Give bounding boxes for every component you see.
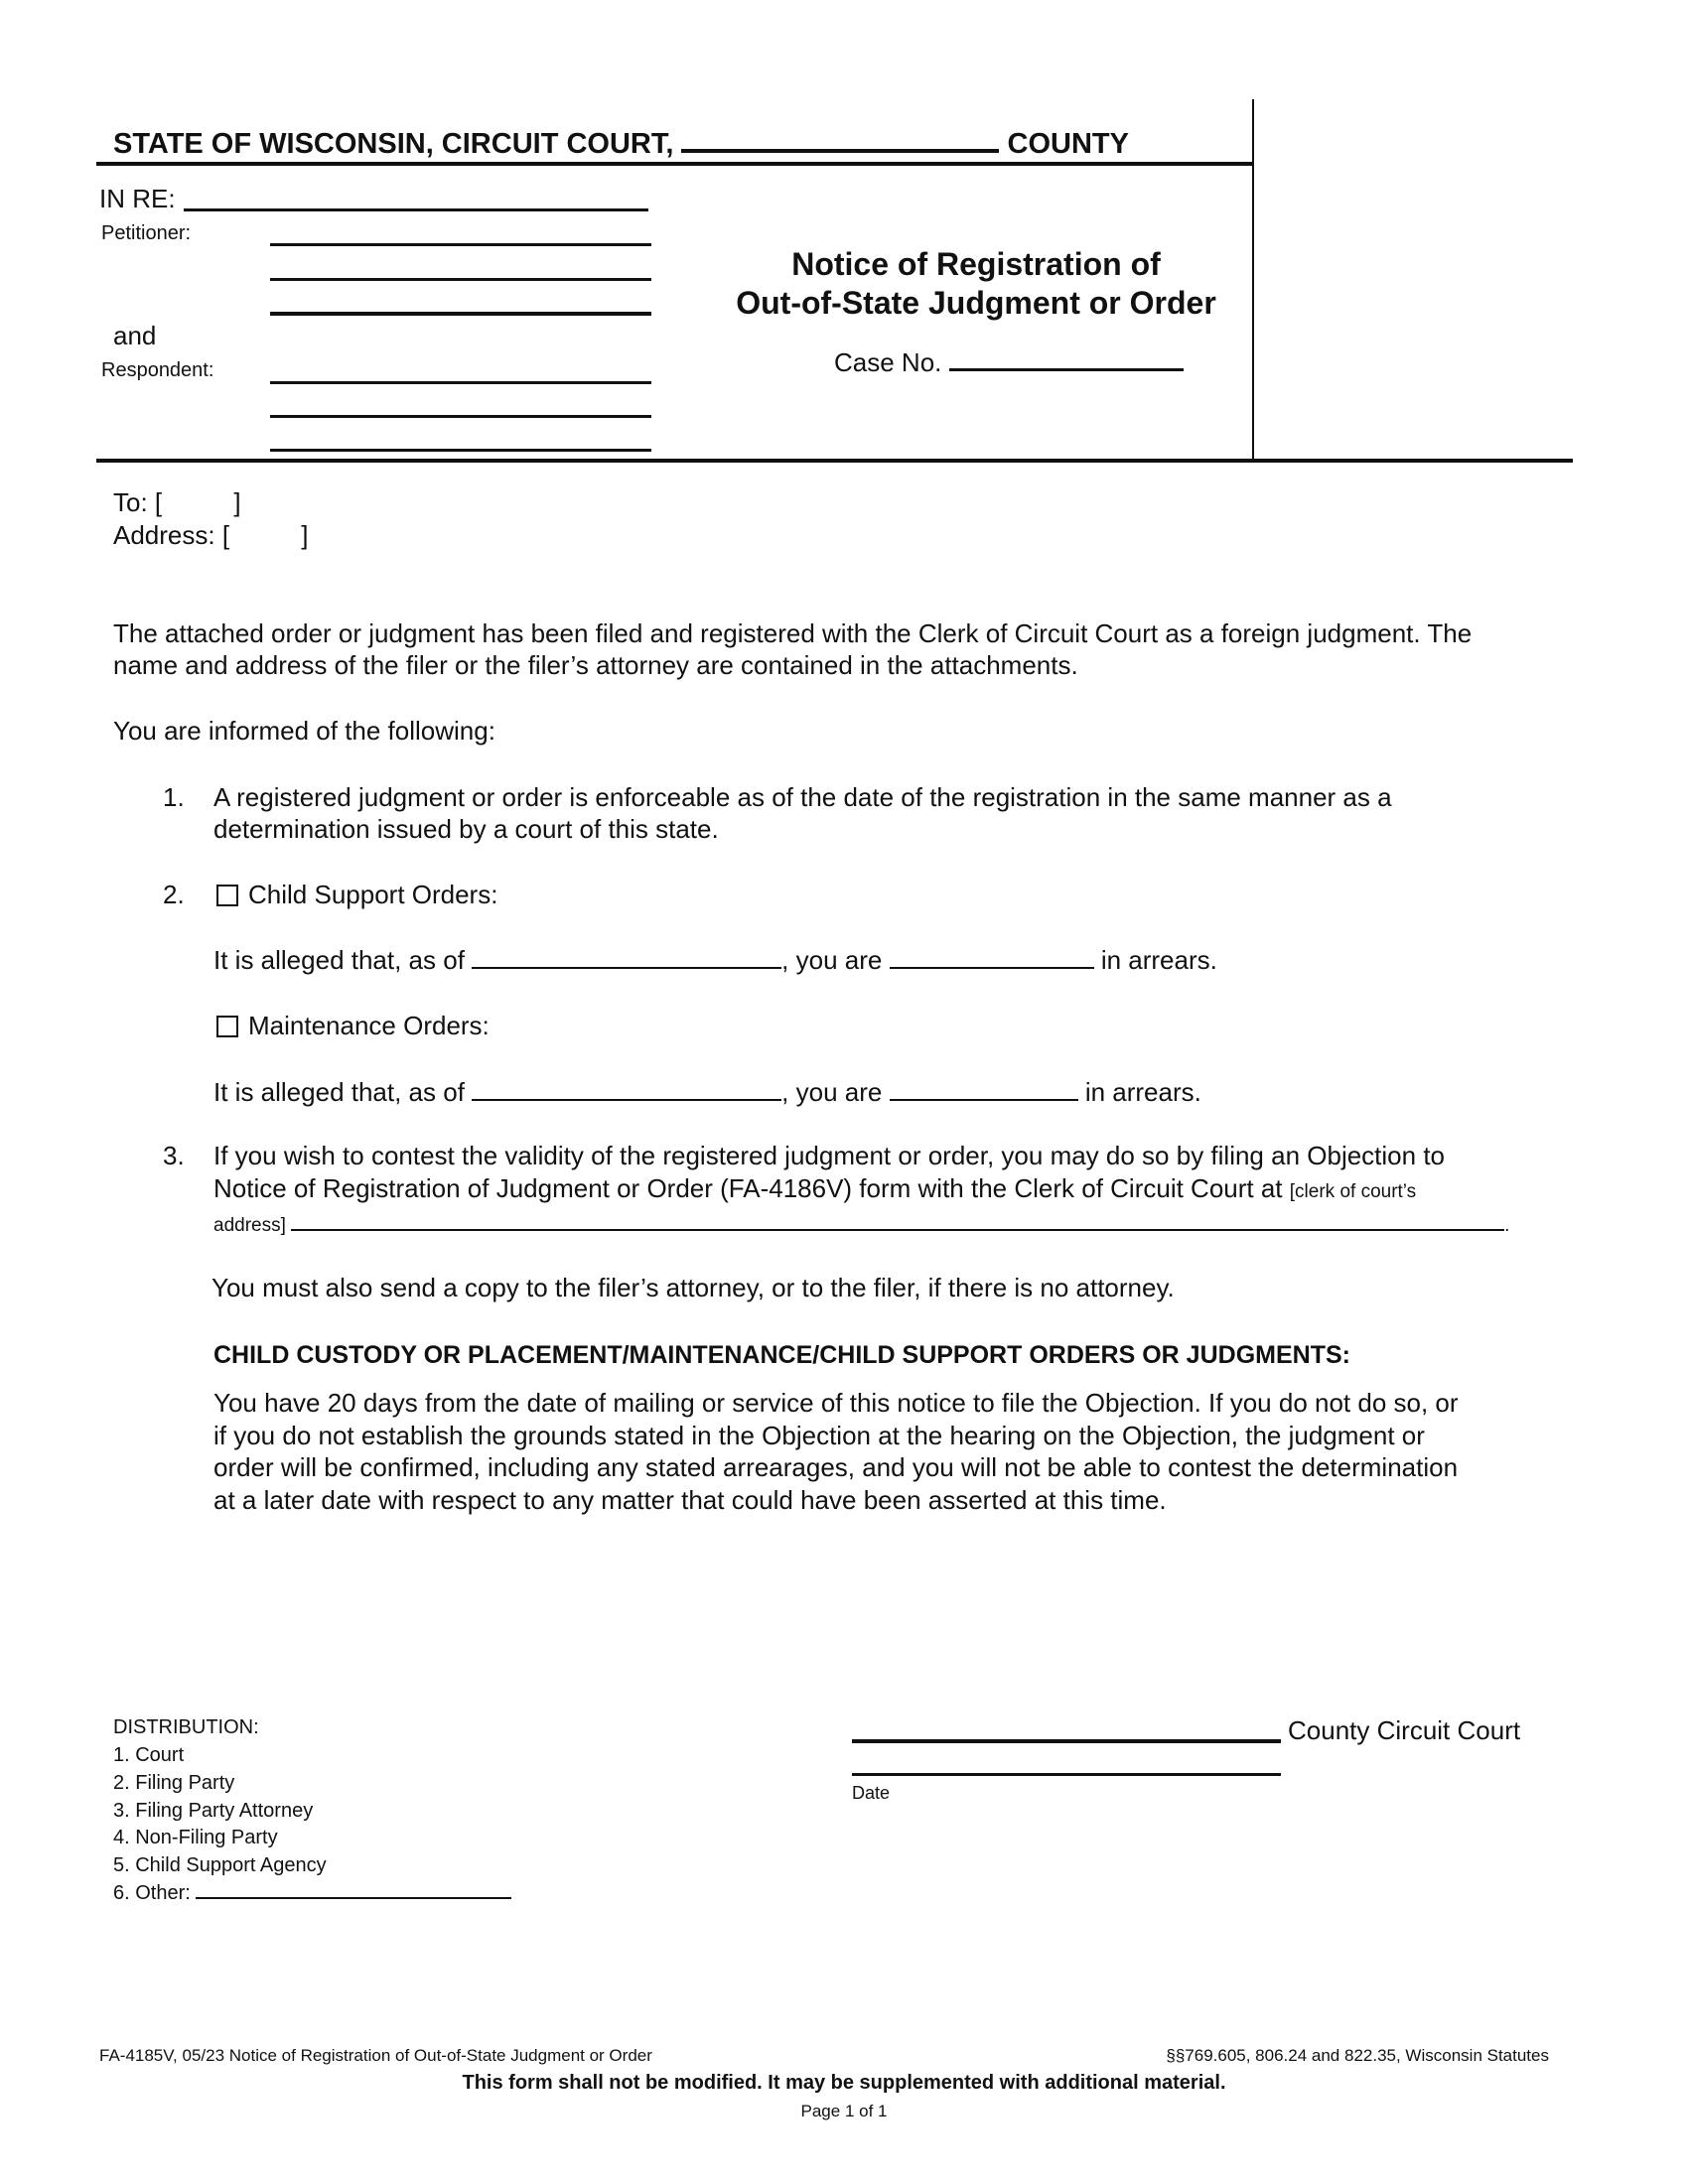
clerk-address-field[interactable] <box>291 1209 1504 1231</box>
warning-line: You have 20 days from the date of mailing or service of this notice to file the Objection. If you do not do so, or <box>213 1388 1459 1418</box>
informed-text: You are informed of the following: <box>113 716 495 746</box>
warning-line: order will be confirmed, including any stated arrearages, and you will not be able to contest the determination <box>213 1452 1459 1482</box>
distribution-item: 4. Non-Filing Party <box>113 1827 278 1848</box>
alleged-text: It is alleged that, as of <box>213 945 465 975</box>
item-number: 3. <box>163 1141 185 1170</box>
in-re-label: IN RE: <box>99 184 176 213</box>
page-number: Page 1 of 1 <box>800 2102 888 2120</box>
petitioner-field-2[interactable] <box>270 278 651 281</box>
maintenance-label: Maintenance Orders: <box>248 1011 490 1040</box>
county-circuit-court-label: County Circuit Court <box>1288 1715 1521 1745</box>
distribution-item: 5. Child Support Agency <box>113 1854 327 1876</box>
case-number-row <box>834 346 1184 378</box>
you-are-text: , you are <box>781 945 883 975</box>
child-support-checkbox[interactable] <box>216 885 238 906</box>
respondent-field-2[interactable] <box>270 415 651 418</box>
period: . <box>1504 1215 1510 1236</box>
form-title-line-1: Notice of Registration of <box>791 246 1161 282</box>
to-field[interactable]: To: [ ] <box>113 487 241 517</box>
statutes: §§769.605, 806.24 and 822.35, Wisconsin Statutes <box>1166 2046 1549 2065</box>
distribution-item: 1. Court <box>113 1744 185 1766</box>
form-id: FA-4185V, 05/23 Notice of Registration of Out-of-State Judgment or Order <box>99 2046 652 2065</box>
item1-line: determination issued by a court of this state. <box>213 814 719 844</box>
intro-line: The attached order or judgment has been filed and registered with the Clerk of Circuit Court as a foreign judgment. The <box>113 618 1473 648</box>
maintenance-arrears-row <box>213 1076 1201 1108</box>
child-support-date-field[interactable] <box>472 945 781 969</box>
child-support-option[interactable] <box>216 879 497 910</box>
divider <box>96 162 1253 166</box>
respondent-field-3[interactable] <box>270 449 651 452</box>
and-label: and <box>113 321 157 350</box>
in-arrears-text: in arrears. <box>1084 1077 1201 1107</box>
you-are-text: , you are <box>781 1077 883 1107</box>
child-support-arrears-row <box>213 944 1217 976</box>
case-no-label: Case No. <box>834 347 942 377</box>
other-label: 6. Other: <box>113 1882 191 1904</box>
item3-text: Notice of Registration of Judgment or Order (FA-4186V) form with the Clerk of Circuit Court at <box>213 1173 1283 1203</box>
item3-line: If you wish to contest the validity of the registered judgment or order, you may do so by filing an Objection to <box>213 1141 1446 1170</box>
modification-notice: This form shall not be modified. It may be supplemented with additional material. <box>462 2072 1226 2094</box>
in-arrears-text: in arrears. <box>1100 945 1217 975</box>
item3-line <box>213 1172 1416 1208</box>
maintenance-checkbox[interactable] <box>216 1016 238 1037</box>
distribution-item: 2. Filing Party <box>113 1772 235 1794</box>
item-number: 1. <box>163 782 185 812</box>
court-label: STATE OF WISCONSIN, CIRCUIT COURT, <box>113 128 674 160</box>
item1-line: A registered judgment or order is enforceable as of the date of the registration in the same manner as a <box>213 782 1392 812</box>
alleged-text: It is alleged that, as of <box>213 1077 465 1107</box>
warning-line: at a later date with respect to any matter that could have been asserted at this time. <box>213 1485 1167 1515</box>
clerk-address-placeholder: [clerk of court’s <box>1289 1181 1417 1202</box>
address-field[interactable]: Address: [ ] <box>113 520 309 550</box>
distribution-title: DISTRIBUTION: <box>113 1716 259 1738</box>
distribution-item-other <box>113 1879 511 1907</box>
case-no-field[interactable] <box>949 346 1184 371</box>
section-heading: CHILD CUSTODY OR PLACEMENT/MAINTENANCE/CHILD SUPPORT ORDERS OR JUDGMENTS: <box>213 1341 1350 1369</box>
county-signature-field[interactable] <box>852 1739 1281 1743</box>
date-field[interactable] <box>852 1773 1281 1776</box>
petitioner-field-3[interactable] <box>270 312 651 316</box>
county-field[interactable] <box>681 123 999 153</box>
maintenance-option[interactable] <box>216 1010 490 1041</box>
petitioner-field-1[interactable] <box>270 243 651 246</box>
respondent-label: Respondent: <box>101 359 214 381</box>
maintenance-amount-field[interactable] <box>890 1077 1078 1101</box>
clerk-address-row <box>213 1209 1509 1240</box>
other-field[interactable] <box>196 1879 511 1899</box>
clerk-address-placeholder: address] <box>213 1215 286 1236</box>
copy-instruction: You must also send a copy to the filer’s attorney, or to the filer, if there is no attorney. <box>211 1273 1175 1302</box>
distribution-item: 3. Filing Party Attorney <box>113 1800 314 1822</box>
child-support-amount-field[interactable] <box>890 945 1094 969</box>
maintenance-date-field[interactable] <box>472 1077 781 1101</box>
court-heading <box>113 123 1129 161</box>
date-label: Date <box>852 1783 891 1803</box>
respondent-field-1[interactable] <box>270 381 651 384</box>
intro-line: name and address of the filer or the filer’s attorney are contained in the attachments. <box>113 650 1078 680</box>
item-number: 2. <box>163 880 185 909</box>
county-label: COUNTY <box>1007 128 1129 160</box>
warning-line: if you do not establish the grounds stated in the Objection at the hearing on the Objection, the judgment or <box>213 1421 1425 1450</box>
form-title-line-2: Out-of-State Judgment or Order <box>736 285 1216 321</box>
in-re-field[interactable] <box>184 208 648 211</box>
child-support-label: Child Support Orders: <box>248 880 498 909</box>
petitioner-label: Petitioner: <box>101 222 192 244</box>
divider <box>96 459 1573 463</box>
